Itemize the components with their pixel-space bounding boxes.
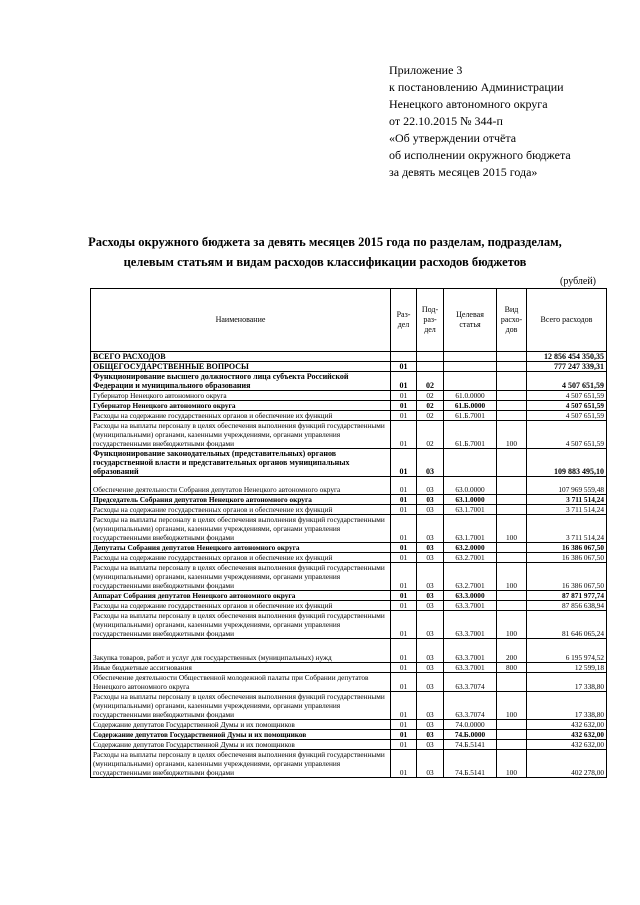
row-total: 12 856 454 350,35: [527, 352, 607, 362]
row-subsection: 03: [417, 563, 444, 591]
row-total: 16 386 067,50: [527, 563, 607, 591]
row-subsection: 03: [417, 639, 444, 663]
row-name: Губернатор Ненецкого автономного округа: [91, 401, 391, 411]
row-subsection: 02: [417, 372, 444, 391]
row-section: 01: [391, 639, 417, 663]
row-type: [497, 673, 527, 692]
row-target: [444, 449, 497, 477]
row-name: Расходы на выплаты персоналу в целях обеспечения выполнения функций государственными (муниципальными) органами, казенными учреждениями, органами управления государственными внебюджетными фондами: [91, 421, 391, 449]
row-section: 01: [391, 730, 417, 740]
row-total: 87 871 977,74: [527, 591, 607, 601]
row-total: 4 507 651,59: [527, 411, 607, 421]
row-type: 200: [497, 639, 527, 663]
budget-table-body: [91, 352, 607, 778]
row-name: Иные бюджетные ассигнования: [91, 663, 391, 673]
row-target: 61.Б.0000: [444, 401, 497, 411]
row-target: 61.Б.7001: [444, 411, 497, 421]
row-section: 01: [391, 421, 417, 449]
row-section: [391, 352, 417, 362]
appendix-block: [389, 62, 629, 181]
row-name: Расходы на выплаты персоналу в целях обеспечения выполнения функций государственными (муниципальными) органами, казенными учреждениями, органами управления государственными внебюджетными фондами: [91, 611, 391, 639]
row-type: [497, 449, 527, 477]
appendix-line: от 22.10.2015 № 344-п: [389, 114, 503, 128]
row-target: 61.Б.7001: [444, 421, 497, 449]
row-total: 4 507 651,59: [527, 421, 607, 449]
row-total: 16 386 067,50: [527, 543, 607, 553]
table-row: [91, 639, 607, 663]
table-row: [91, 362, 607, 372]
row-total: 432 632,00: [527, 730, 607, 740]
row-subsection: 03: [417, 692, 444, 720]
row-subsection: 02: [417, 411, 444, 421]
row-subsection: 03: [417, 673, 444, 692]
row-section: 01: [391, 663, 417, 673]
row-subsection: 03: [417, 543, 444, 553]
row-name: Расходы на содержание государственных органов и обеспечение их функций: [91, 411, 391, 421]
row-name: ОБЩЕГОСУДАРСТВЕННЫЕ ВОПРОСЫ: [91, 362, 391, 372]
row-total: 107 969 559,48: [527, 477, 607, 495]
unit-label: (рублей): [560, 276, 597, 287]
row-target: [444, 352, 497, 362]
row-total: 432 632,00: [527, 740, 607, 750]
row-type: [497, 391, 527, 401]
row-name: Обеспечение деятельности Собрания депутатов Ненецкого автономного округа: [91, 477, 391, 495]
table-row: [91, 391, 607, 401]
row-section: 01: [391, 750, 417, 778]
row-total: 81 646 065,24: [527, 611, 607, 639]
row-type: [497, 411, 527, 421]
row-section: 01: [391, 391, 417, 401]
row-total: 17 338,80: [527, 692, 607, 720]
appendix-line: «Об утверждении отчёта: [389, 131, 517, 145]
row-total: 4 507 651,59: [527, 372, 607, 391]
row-section: 01: [391, 477, 417, 495]
table-row: [91, 591, 607, 601]
row-name: Аппарат Собрания депутатов Ненецкого автономного округа: [91, 591, 391, 601]
table-row: [91, 673, 607, 692]
row-subsection: 03: [417, 730, 444, 740]
table-row: [91, 750, 607, 778]
table-row: [91, 401, 607, 411]
row-target: 74.Б.5141: [444, 750, 497, 778]
row-type: [497, 740, 527, 750]
row-target: 74.Б.5141: [444, 740, 497, 750]
table-row: [91, 663, 607, 673]
row-type: [497, 730, 527, 740]
table-row: [91, 543, 607, 553]
row-type: [497, 591, 527, 601]
row-target: [444, 372, 497, 391]
appendix-line: к постановлению Администрации: [389, 80, 564, 94]
row-total: 87 856 638,94: [527, 601, 607, 611]
row-total: 432 632,00: [527, 720, 607, 730]
row-name: Расходы на содержание государственных органов и обеспечение их функций: [91, 505, 391, 515]
row-target: [444, 362, 497, 372]
row-target: 63.1.7001: [444, 515, 497, 543]
row-section: 01: [391, 720, 417, 730]
header-subsection: Под-раз-дел: [417, 289, 444, 352]
row-section: 01: [391, 411, 417, 421]
table-row: [91, 740, 607, 750]
row-target: 63.3.7001: [444, 663, 497, 673]
row-target: 63.2.7001: [444, 563, 497, 591]
table-row: [91, 449, 607, 477]
row-target: 63.3.7001: [444, 611, 497, 639]
row-name: Содержание депутатов Государственной Думы и их помощников: [91, 740, 391, 750]
row-total: 109 883 495,10: [527, 449, 607, 477]
row-total: 4 507 651,59: [527, 401, 607, 411]
row-subsection: 03: [417, 663, 444, 673]
header-name: Наименование: [91, 289, 391, 352]
row-subsection: 03: [417, 449, 444, 477]
row-target: 61.0.0000: [444, 391, 497, 401]
row-type: [497, 495, 527, 505]
row-section: 01: [391, 543, 417, 553]
row-type: 100: [497, 750, 527, 778]
row-section: 01: [391, 553, 417, 563]
row-name: Расходы на выплаты персоналу в целях обеспечения выполнения функций государственными (муниципальными) органами, казенными учреждениями, органами управления государственными внебюджетными фондами: [91, 692, 391, 720]
row-section: 01: [391, 449, 417, 477]
row-name: Расходы на содержание государственных органов и обеспечение их функций: [91, 553, 391, 563]
row-name: Расходы на содержание государственных органов и обеспечение их функций: [91, 601, 391, 611]
row-subsection: 03: [417, 591, 444, 601]
row-subsection: 03: [417, 477, 444, 495]
row-subsection: 03: [417, 611, 444, 639]
row-section: 01: [391, 740, 417, 750]
row-subsection: 02: [417, 401, 444, 411]
row-type: 100: [497, 563, 527, 591]
document-title-line-1: Расходы окружного бюджета за девять месяцев 2015 года по разделам, подразделам,: [88, 235, 562, 249]
row-total: 4 507 651,59: [527, 391, 607, 401]
row-name: Расходы на выплаты персоналу в целях обеспечения выполнения функций государственными (муниципальными) органами, казенными учреждениями, органами управления государственными внебюджетными фондами: [91, 515, 391, 543]
row-type: [497, 601, 527, 611]
row-section: 01: [391, 372, 417, 391]
row-type: 800: [497, 663, 527, 673]
row-type: 100: [497, 515, 527, 543]
table-row: [91, 352, 607, 362]
row-name: Расходы на выплаты персоналу в целях обеспечения выполнения функций государственными (муниципальными) органами, казенными учреждениями, органами управления государственными внебюджетными фондами: [91, 750, 391, 778]
row-subsection: 03: [417, 553, 444, 563]
row-type: [497, 477, 527, 495]
table-row: [91, 372, 607, 391]
appendix-line: Ненецкого автономного округа: [389, 97, 548, 111]
budget-table: [90, 288, 607, 778]
row-subsection: 02: [417, 421, 444, 449]
table-row: [91, 495, 607, 505]
row-name: Расходы на выплаты персоналу в целях обеспечения выполнения функций государственными (муниципальными) органами, казенными учреждениями, органами управления государственными внебюджетными фондами: [91, 563, 391, 591]
row-target: 63.3.7074: [444, 692, 497, 720]
row-type: 100: [497, 692, 527, 720]
row-name: Губернатор Ненецкого автономного округа: [91, 391, 391, 401]
row-type: 100: [497, 421, 527, 449]
row-total: 12 599,18: [527, 663, 607, 673]
table-row: [91, 720, 607, 730]
row-type: [497, 543, 527, 553]
row-total: 17 338,80: [527, 673, 607, 692]
row-name: Председатель Собрания депутатов Ненецкого автономного округа: [91, 495, 391, 505]
table-header-row: [91, 289, 607, 352]
row-type: [497, 505, 527, 515]
table-row: [91, 505, 607, 515]
row-type: 100: [497, 611, 527, 639]
row-target: 74.Б.0000: [444, 730, 497, 740]
row-name: Функционирование высшего должностного лица субъекта Российской Федерации и муниципального образования: [91, 372, 391, 391]
row-name: ВСЕГО РАСХОДОВ: [91, 352, 391, 362]
row-name: Закупка товаров, работ и услуг для государственных (муниципальных) нужд: [91, 639, 391, 663]
table-row: [91, 563, 607, 591]
row-name: Содержание депутатов Государственной Думы и их помощников: [91, 730, 391, 740]
row-target: 63.3.7001: [444, 601, 497, 611]
row-section: 01: [391, 515, 417, 543]
row-target: 63.3.0000: [444, 591, 497, 601]
row-subsection: 03: [417, 601, 444, 611]
row-section: 01: [391, 611, 417, 639]
row-target: 63.3.7001: [444, 639, 497, 663]
row-subsection: 03: [417, 515, 444, 543]
row-target: 63.2.0000: [444, 543, 497, 553]
table-row: [91, 421, 607, 449]
appendix-line: Приложение 3: [389, 63, 463, 77]
document-title-line-2: целевым статьям и видам расходов классификации расходов бюджетов: [123, 255, 527, 269]
row-type: [497, 362, 527, 372]
row-target: 74.0.0000: [444, 720, 497, 730]
table-row: [91, 515, 607, 543]
row-target: 63.0.0000: [444, 477, 497, 495]
row-total: 16 386 067,50: [527, 553, 607, 563]
row-name: Депутаты Собрания депутатов Ненецкого автономного округа: [91, 543, 391, 553]
row-section: 01: [391, 495, 417, 505]
table-row: [91, 411, 607, 421]
row-total: 402 278,00: [527, 750, 607, 778]
row-subsection: 03: [417, 750, 444, 778]
row-section: 01: [391, 673, 417, 692]
row-subsection: [417, 352, 444, 362]
row-section: 01: [391, 362, 417, 372]
row-total: 6 195 974,52: [527, 639, 607, 663]
row-total: 3 711 514,24: [527, 505, 607, 515]
row-target: 63.1.0000: [444, 495, 497, 505]
document-title: [40, 232, 610, 272]
row-subsection: 02: [417, 391, 444, 401]
table-row: [91, 553, 607, 563]
row-total: 777 247 339,31: [527, 362, 607, 372]
row-target: 63.2.7001: [444, 553, 497, 563]
row-subsection: 03: [417, 505, 444, 515]
row-target: 63.1.7001: [444, 505, 497, 515]
header-type: Вид расхо-дов: [497, 289, 527, 352]
table-row: [91, 477, 607, 495]
row-section: 01: [391, 505, 417, 515]
row-subsection: 03: [417, 720, 444, 730]
appendix-line: об исполнении окружного бюджета: [389, 148, 571, 162]
row-section: 01: [391, 591, 417, 601]
appendix-line: за девять месяцев 2015 года»: [389, 165, 538, 179]
row-section: 01: [391, 401, 417, 411]
row-section: 01: [391, 601, 417, 611]
header-section: Раз-дел: [391, 289, 417, 352]
row-name: Содержание депутатов Государственной Думы и их помощников: [91, 720, 391, 730]
row-section: 01: [391, 692, 417, 720]
row-subsection: 03: [417, 740, 444, 750]
row-subsection: [417, 362, 444, 372]
row-type: [497, 401, 527, 411]
row-name: Функционирование законодательных (представительных) органов государственной власти и представительных органов муниципальных образований: [91, 449, 391, 477]
table-row: [91, 611, 607, 639]
table-row: [91, 730, 607, 740]
row-type: [497, 372, 527, 391]
table-row: [91, 601, 607, 611]
row-subsection: 03: [417, 495, 444, 505]
row-total: 3 711 514,24: [527, 495, 607, 505]
header-target: Целевая статья: [444, 289, 497, 352]
row-section: 01: [391, 563, 417, 591]
row-type: [497, 720, 527, 730]
row-type: [497, 352, 527, 362]
row-name: Обеспечение деятельности Общественной молодежной палаты при Собрании депутатов Ненецкого автономного округа: [91, 673, 391, 692]
row-type: [497, 553, 527, 563]
header-total: Всего расходов: [527, 289, 607, 352]
table-row: [91, 692, 607, 720]
row-target: 63.3.7074: [444, 673, 497, 692]
row-total: 3 711 514,24: [527, 515, 607, 543]
